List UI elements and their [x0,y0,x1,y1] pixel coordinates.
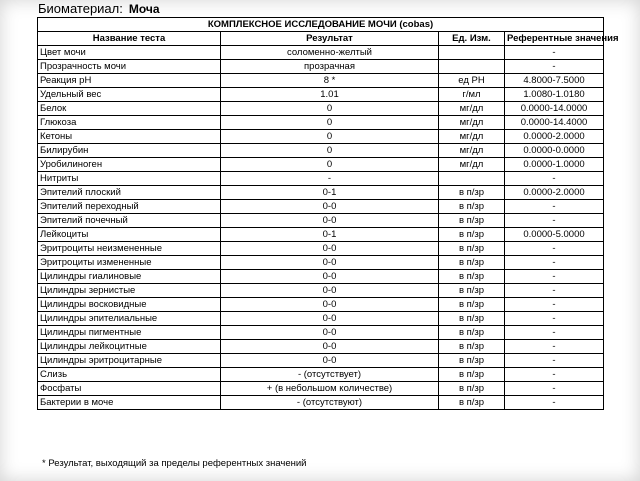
result-cell: 0-0 [221,200,439,214]
result-cell: прозрачная [221,60,439,74]
table-row [38,396,604,410]
result-cell: 0-0 [221,312,439,326]
unit-cell: в п/зр [439,242,505,256]
test-name-cell: Эпителий плоский [38,186,221,200]
test-name-cell: Цилиндры гиалиновые [38,270,221,284]
test-name-cell: Фосфаты [38,382,221,396]
result-cell: 8 * [221,74,439,88]
result-cell: 0-0 [221,256,439,270]
unit-cell: в п/зр [439,368,505,382]
unit-cell: в п/зр [439,270,505,284]
test-name-cell: Бактерии в моче [38,396,221,410]
table-row [38,158,604,172]
reference-cell: - [505,326,604,340]
reference-cell: - [505,382,604,396]
result-cell: 0-0 [221,298,439,312]
unit-cell: мг/дл [439,116,505,130]
reference-cell: 0.0000-14.0000 [505,102,604,116]
unit-cell: в п/зр [439,340,505,354]
test-name-cell: Билирубин [38,144,221,158]
table-row [38,144,604,158]
unit-cell [439,60,505,74]
result-cell: 0 [221,144,439,158]
reference-cell: 0.0000-2.0000 [505,130,604,144]
test-name-cell: Кетоны [38,130,221,144]
column-header-unit: Ед. Изм. [439,32,505,46]
urine-test-table [37,17,619,410]
reference-cell: 0.0000-5.0000 [505,228,604,242]
result-cell: соломенно-желтый [221,46,439,60]
test-name-cell: Цилиндры пигментные [38,326,221,340]
footnote: * Результат, выходящий за пределы референтных значений [42,458,307,469]
table-row [38,74,604,88]
column-header-test-name: Название теста [38,32,221,46]
reference-cell: - [505,60,604,74]
table-row [38,214,604,228]
unit-cell: в п/зр [439,214,505,228]
reference-cell: - [505,46,604,60]
result-cell: 0 [221,116,439,130]
test-name-cell: Эритроциты неизмененные [38,242,221,256]
table-row [38,116,604,130]
reference-cell: - [505,312,604,326]
reference-cell: - [505,214,604,228]
reference-cell: 0.0000-0.0000 [505,144,604,158]
unit-cell: в п/зр [439,200,505,214]
unit-cell: в п/зр [439,256,505,270]
unit-cell [439,172,505,186]
table-row [38,172,604,186]
table-row [38,340,604,354]
test-name-cell: Цилиндры эпителиальные [38,312,221,326]
reference-cell: 4.8000-7.5000 [505,74,604,88]
test-name-cell: Цилиндры восковидные [38,298,221,312]
unit-cell: в п/зр [439,186,505,200]
result-cell: 0 [221,158,439,172]
reference-cell: - [505,284,604,298]
unit-cell [439,46,505,60]
result-cell: + (в небольшом количестве) [221,382,439,396]
table-row [38,242,604,256]
column-header-result: Результат [221,32,439,46]
unit-cell: в п/зр [439,312,505,326]
test-name-cell: Эпителий почечный [38,214,221,228]
test-name-cell: Белок [38,102,221,116]
test-name-cell: Слизь [38,368,221,382]
table-body [38,46,604,410]
reference-cell: - [505,242,604,256]
result-cell: - (отсутствует) [221,368,439,382]
result-cell: 0 [221,130,439,144]
table-row [38,326,604,340]
table-row [38,130,604,144]
table-row [38,200,604,214]
test-name-cell: Цилиндры зернистые [38,284,221,298]
result-cell: 0-1 [221,228,439,242]
unit-cell: в п/зр [439,228,505,242]
table-row [38,60,604,74]
unit-cell: в п/зр [439,284,505,298]
test-name-cell: Цвет мочи [38,46,221,60]
test-name-cell: Реакция pH [38,74,221,88]
table-row [38,298,604,312]
test-name-cell: Прозрачность мочи [38,60,221,74]
result-cell: 0-0 [221,214,439,228]
reference-cell: - [505,200,604,214]
test-name-cell: Лейкоциты [38,228,221,242]
unit-cell: ед PH [439,74,505,88]
result-cell: 0-0 [221,284,439,298]
test-name-cell: Цилиндры лейкоцитные [38,340,221,354]
result-cell: 0-0 [221,326,439,340]
table-row [38,46,604,60]
result-cell: 0-0 [221,340,439,354]
reference-cell: - [505,256,604,270]
reference-cell: - [505,340,604,354]
reference-cell: - [505,172,604,186]
unit-cell: в п/зр [439,298,505,312]
result-cell: 0-0 [221,242,439,256]
unit-cell: в п/зр [439,326,505,340]
table-title: КОМПЛЕКСНОЕ ИССЛЕДОВАНИЕ МОЧИ (cobas) [38,18,604,32]
test-name-cell: Цилиндры эритроцитарные [38,354,221,368]
test-name-cell: Эритроциты измененные [38,256,221,270]
test-name-cell: Удельный вес [38,88,221,102]
unit-cell: в п/зр [439,396,505,410]
biomaterial-line [38,2,160,16]
table-row [38,228,604,242]
reference-cell: 1.0080-1.0180 [505,88,604,102]
unit-cell: мг/дл [439,144,505,158]
reference-cell: 0.0000-1.0000 [505,158,604,172]
reference-cell: - [505,270,604,284]
test-name-cell: Глюкоза [38,116,221,130]
unit-cell: г/мл [439,88,505,102]
reference-cell: 0.0000-2.0000 [505,186,604,200]
unit-cell: мг/дл [439,130,505,144]
test-name-cell: Эпителий переходный [38,200,221,214]
biomaterial-label: Биоматериал: [38,1,123,16]
table-row [38,354,604,368]
table-row [38,256,604,270]
table-row [38,88,604,102]
column-header-reference: Референтные значения [505,32,604,46]
biomaterial-value: Моча [128,2,160,16]
table-row [38,270,604,284]
test-name-cell: Нитриты [38,172,221,186]
result-cell: 0-0 [221,354,439,368]
result-cell: 0 [221,102,439,116]
reference-cell: - [505,368,604,382]
test-name-cell: Уробилиноген [38,158,221,172]
result-cell: 0-0 [221,270,439,284]
reference-cell: 0.0000-14.4000 [505,116,604,130]
reference-cell: - [505,298,604,312]
result-cell: - [221,172,439,186]
result-cell: 1.01 [221,88,439,102]
unit-cell: мг/дл [439,102,505,116]
table-row [38,186,604,200]
reference-cell: - [505,354,604,368]
table-row [38,312,604,326]
table-row [38,382,604,396]
result-cell: - (отсутствуют) [221,396,439,410]
table-row [38,102,604,116]
table-row [38,368,604,382]
unit-cell: в п/зр [439,354,505,368]
unit-cell: в п/зр [439,382,505,396]
unit-cell: мг/дл [439,158,505,172]
result-cell: 0-1 [221,186,439,200]
reference-cell: - [505,396,604,410]
table-row [38,284,604,298]
